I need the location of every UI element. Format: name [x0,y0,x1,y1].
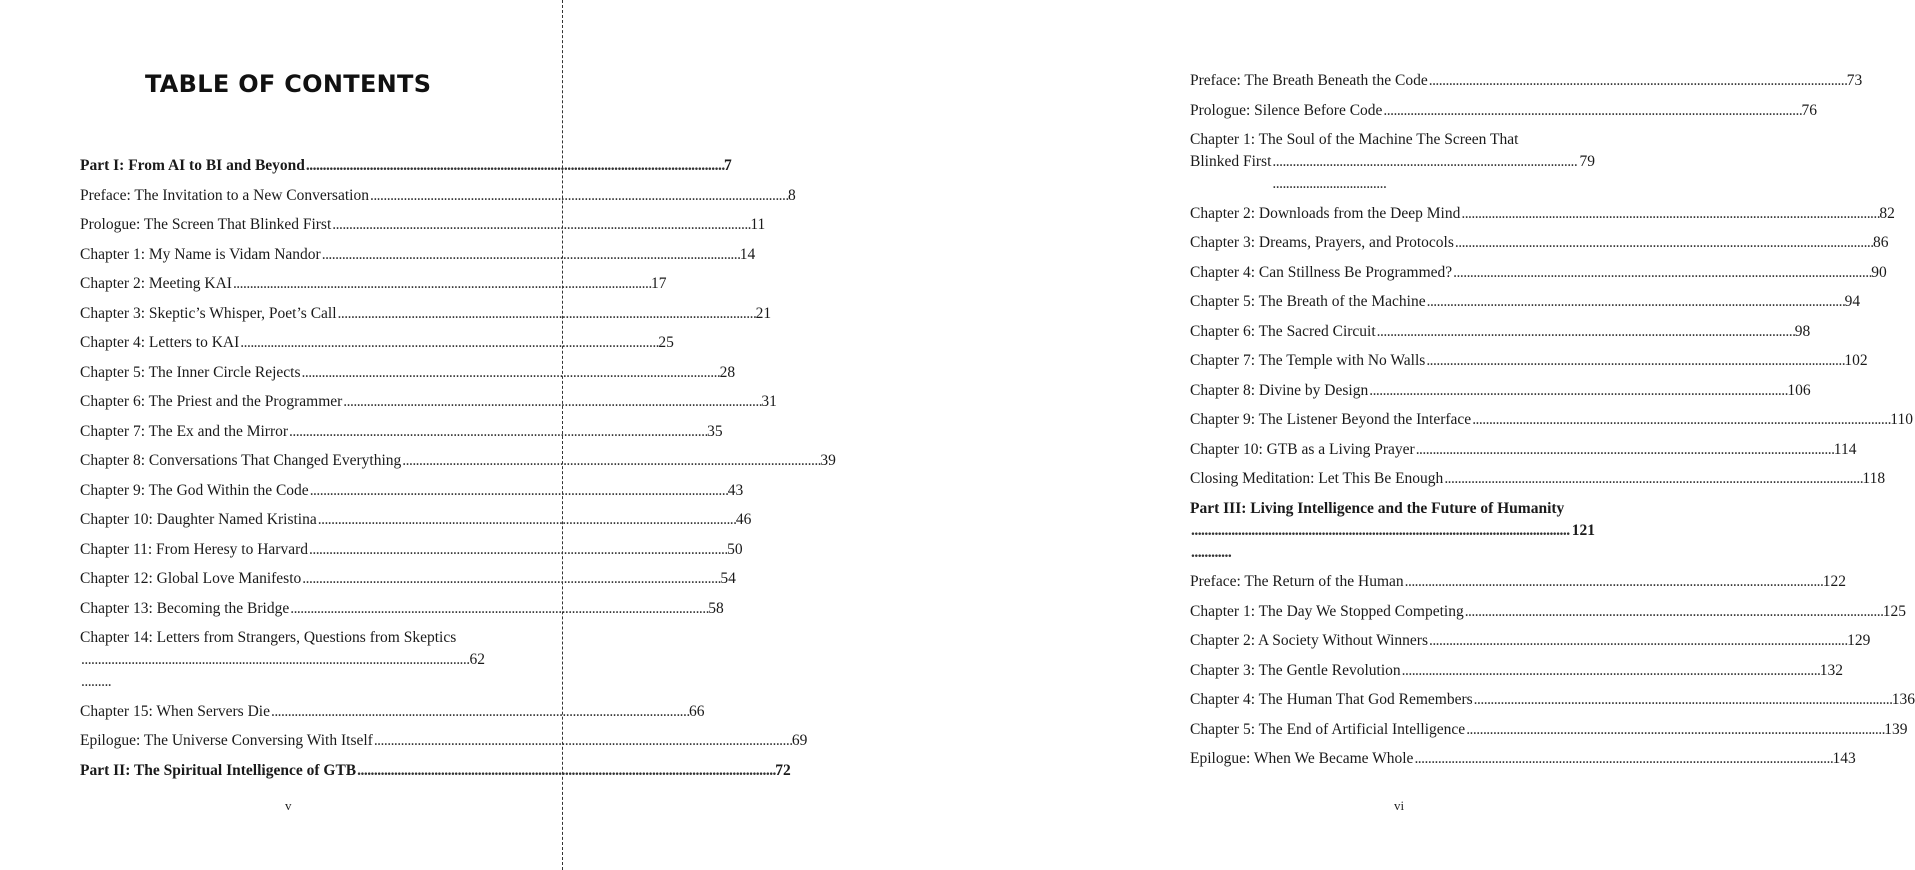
toc-entry-label: Chapter 13: Becoming the Bridge [80,599,290,617]
toc-entry-page: 122 [1822,573,1846,590]
toc-entry[interactable] [1190,468,1886,490]
toc-entry-page: 106 [1787,381,1811,399]
toc-entry-label: Chapter 5: The End of Artificial Intelligence [1190,720,1466,738]
toc-entry-label: Chapter 4: Can Stillness Be Programmed? [1190,263,1453,281]
toc-entry[interactable] [80,155,732,177]
toc-entry-page: 14 [739,245,756,263]
right-page [562,0,1915,870]
toc-entry-page: 102 [1844,352,1868,369]
page-number-right: vi [1394,798,1405,813]
toc-entry-page: 121 [1571,521,1595,539]
toc-entry-label: Part I: From AI to BI and Beyond [80,157,305,174]
toc-entry-page: 129 [1847,632,1871,649]
toc-entry-page: 7 [724,157,732,174]
toc-entry-page: 8 [788,186,796,204]
toc-entry-page: 98 [1794,322,1811,340]
toc-entry-label: Chapter 9: The Listener Beyond the Interface [1190,411,1472,428]
dot-leader [1405,571,1822,593]
toc-entry[interactable] [1190,601,1907,623]
toc-entry-label: Chapter 3: The Gentle Revolution [1190,661,1401,679]
dot-leader [1272,151,1578,195]
toc-entry[interactable] [1190,439,1857,461]
toc-entry-label: Chapter 7: The Temple with No Walls [1190,352,1426,369]
toc-entry-label: Chapter 8: Divine by Design [1190,381,1369,399]
toc-entry-label: Chapter 1: The Soul of the Machine The Screen That [1190,131,1519,148]
toc-entry[interactable] [80,421,723,443]
toc-entry[interactable] [80,568,736,590]
toc-entry[interactable] [1190,262,1887,284]
toc-entry-label: Chapter 8: Conversations That Changed Everything [80,452,402,469]
toc-entry-label: Chapter 15: When Servers Die [80,702,270,720]
toc-entry-label: Chapter 2: Meeting KAI [80,275,232,292]
toc-entry[interactable] [80,362,736,384]
dot-leader [1465,601,1882,623]
toc-entry-label: Blinked First [1190,153,1272,170]
toc-entry[interactable] [80,730,808,752]
dot-leader [1426,350,1843,372]
toc-entry-page: 94 [1844,293,1861,310]
toc-entry-label: Chapter 6: The Priest and the Programmer [80,393,343,410]
toc-entry-page: 50 [727,540,743,558]
toc-entry[interactable] [1190,321,1811,343]
toc-entry-page: 114 [1833,440,1857,458]
toc-list-left [80,155,836,789]
toc-entry[interactable] [1190,630,1871,652]
toc-entry-page: 79 [1579,153,1595,170]
toc-entry-label: Closing Meditation: Let This Be Enough [1190,470,1444,487]
toc-entry-label: Epilogue: When We Became Whole [1190,750,1414,767]
toc-entry[interactable] [1190,350,1868,372]
toc-entry-page: 28 [719,363,736,381]
toc-list-right [1190,70,1915,778]
toc-entry-label: Epilogue: The Universe Conversing With Itself [80,732,373,749]
dot-leader [1414,748,1831,770]
toc-entry-page: 143 [1832,750,1856,767]
toc-entry-label: Chapter 1: The Day We Stopped Competing [1190,602,1464,620]
toc-entry-label: Chapter 2: Downloads from the Deep Mind [1190,204,1461,222]
toc-entry-page: 76 [1801,101,1817,119]
toc-entry-label: Preface: The Invitation to a New Conversation [80,186,369,204]
dot-leader [1461,203,1878,225]
toc-entry[interactable] [80,760,791,782]
toc-entry-label: Chapter 10: Daughter Named Kristina [80,511,317,528]
toc-entry-label: Chapter 12: Global Love Manifesto [80,570,302,587]
toc-entry-page: 72 [775,761,791,779]
toc-entry[interactable] [80,480,744,502]
toc-entry[interactable] [1190,571,1846,593]
toc-entry[interactable] [80,303,772,325]
toc-entry-page: 132 [1819,661,1843,679]
toc-entry-page: 90 [1871,263,1887,281]
toc-entry-label: Chapter 7: The Ex and the Mirror [80,422,289,440]
toc-entry[interactable] [1190,689,1915,711]
dot-leader [1416,439,1833,461]
toc-entry-label: Chapter 9: The God Within the Code [80,481,309,499]
toc-entry-page: 46 [735,511,752,528]
toc-entry[interactable] [1190,380,1811,402]
toc-entry[interactable] [80,509,752,531]
toc-entry[interactable] [80,185,796,207]
toc-entry-page: 73 [1846,72,1863,89]
toc-entry-page: 136 [1891,691,1915,708]
page-number-left: v [285,798,292,813]
toc-entry-page: 82 [1879,204,1895,222]
toc-title: TABLE OF CONTENTS [145,70,432,98]
toc-entry-page: 62 [469,651,485,668]
toc-entry[interactable] [80,391,777,413]
dot-leader [1377,321,1794,343]
toc-entry-page: 35 [707,422,723,440]
toc-entry-label: Chapter 4: The Human That God Remembers [1190,691,1473,708]
toc-entry-page: 54 [720,570,736,587]
toc-entry-label: Preface: The Return of the Human [1190,573,1404,590]
toc-entry-label: Chapter 4: Letters to KAI [80,334,240,351]
dot-leader [1383,100,1800,122]
dot-leader [1427,291,1844,313]
dot-leader [1191,520,1571,564]
toc-entry[interactable] [80,214,766,236]
toc-entry[interactable] [80,598,724,620]
dot-leader [1455,232,1872,254]
toc-entry-label: Part III: Living Intelligence and the Future of Humanity [1190,499,1565,517]
toc-entry-page: 66 [689,702,705,720]
dot-leader [1429,630,1846,652]
toc-entry[interactable] [1190,409,1913,431]
toc-entry[interactable] [80,627,485,693]
toc-entry[interactable] [1190,291,1861,313]
toc-entry-page: 69 [791,732,808,749]
toc-entry-label: Chapter 3: Skeptic’s Whisper, Poet’s Call [80,304,337,322]
toc-entry[interactable] [1190,129,1595,195]
toc-entry-label: Prologue: Silence Before Code [1190,101,1383,119]
dot-leader [1369,380,1786,402]
toc-entry-label: Chapter 14: Letters from Strangers, Questions from Skeptics [80,629,457,646]
toc-entry-label: Chapter 5: The Breath of the Machine [1190,293,1426,310]
dot-leader [1453,262,1870,284]
toc-entry[interactable] [1190,660,1843,682]
toc-entry[interactable] [80,332,674,354]
toc-entry-label: Chapter 1: My Name is Vidam Nandor [80,245,321,263]
toc-entry[interactable] [1190,232,1889,254]
toc-entry-label: Part II: The Spiritual Intelligence of GTB [80,761,357,779]
toc-entry-page: 39 [820,452,836,469]
dot-leader [1472,409,1889,431]
toc-entry-label: Prologue: The Screen That Blinked First [80,216,332,233]
toc-entry-page: 110 [1890,411,1913,428]
toc-entry-page: 31 [761,393,777,410]
toc-entry-page: 125 [1882,602,1907,620]
dot-leader [1402,660,1819,682]
toc-entry[interactable] [1190,70,1863,92]
toc-entry-page: 11 [750,216,766,233]
toc-entry-label: Chapter 11: From Heresy to Harvard [80,540,308,558]
toc-entry-label: Chapter 6: The Sacred Circuit [1190,322,1376,340]
toc-entry-label: Chapter 5: The Inner Circle Rejects [80,363,301,381]
toc-entry-page: 86 [1872,234,1889,251]
toc-entry-label: Preface: The Breath Beneath the Code [1190,72,1428,89]
toc-entry-page: 25 [658,334,674,351]
left-page [0,0,836,870]
toc-entry[interactable] [80,273,667,295]
toc-entry[interactable] [1190,100,1817,122]
toc-entry-page: 17 [651,275,667,292]
toc-entry-label: Chapter 3: Dreams, Prayers, and Protocols [1190,234,1454,251]
toc-entry-label: Chapter 10: GTB as a Living Prayer [1190,440,1415,458]
dot-leader [1474,689,1891,711]
toc-entry-label: Chapter 2: A Society Without Winners [1190,632,1428,649]
dot-leader [81,649,469,693]
toc-entry-page: 118 [1862,470,1886,487]
dot-leader [1466,719,1883,741]
toc-entry[interactable] [1190,748,1856,770]
dot-leader [1444,468,1861,490]
toc-entry-page: 21 [755,304,772,322]
toc-entry[interactable] [80,244,756,266]
toc-entry[interactable] [1190,203,1895,225]
toc-entry[interactable] [1190,719,1908,741]
dot-leader [1429,70,1846,92]
toc-entry[interactable] [80,701,705,723]
toc-entry-page: 58 [708,599,724,617]
toc-entry-page: 43 [727,481,744,499]
toc-entry[interactable] [80,450,836,472]
toc-entry[interactable] [1190,498,1595,564]
toc-entry[interactable] [80,539,743,561]
toc-entry-page: 139 [1884,720,1908,738]
